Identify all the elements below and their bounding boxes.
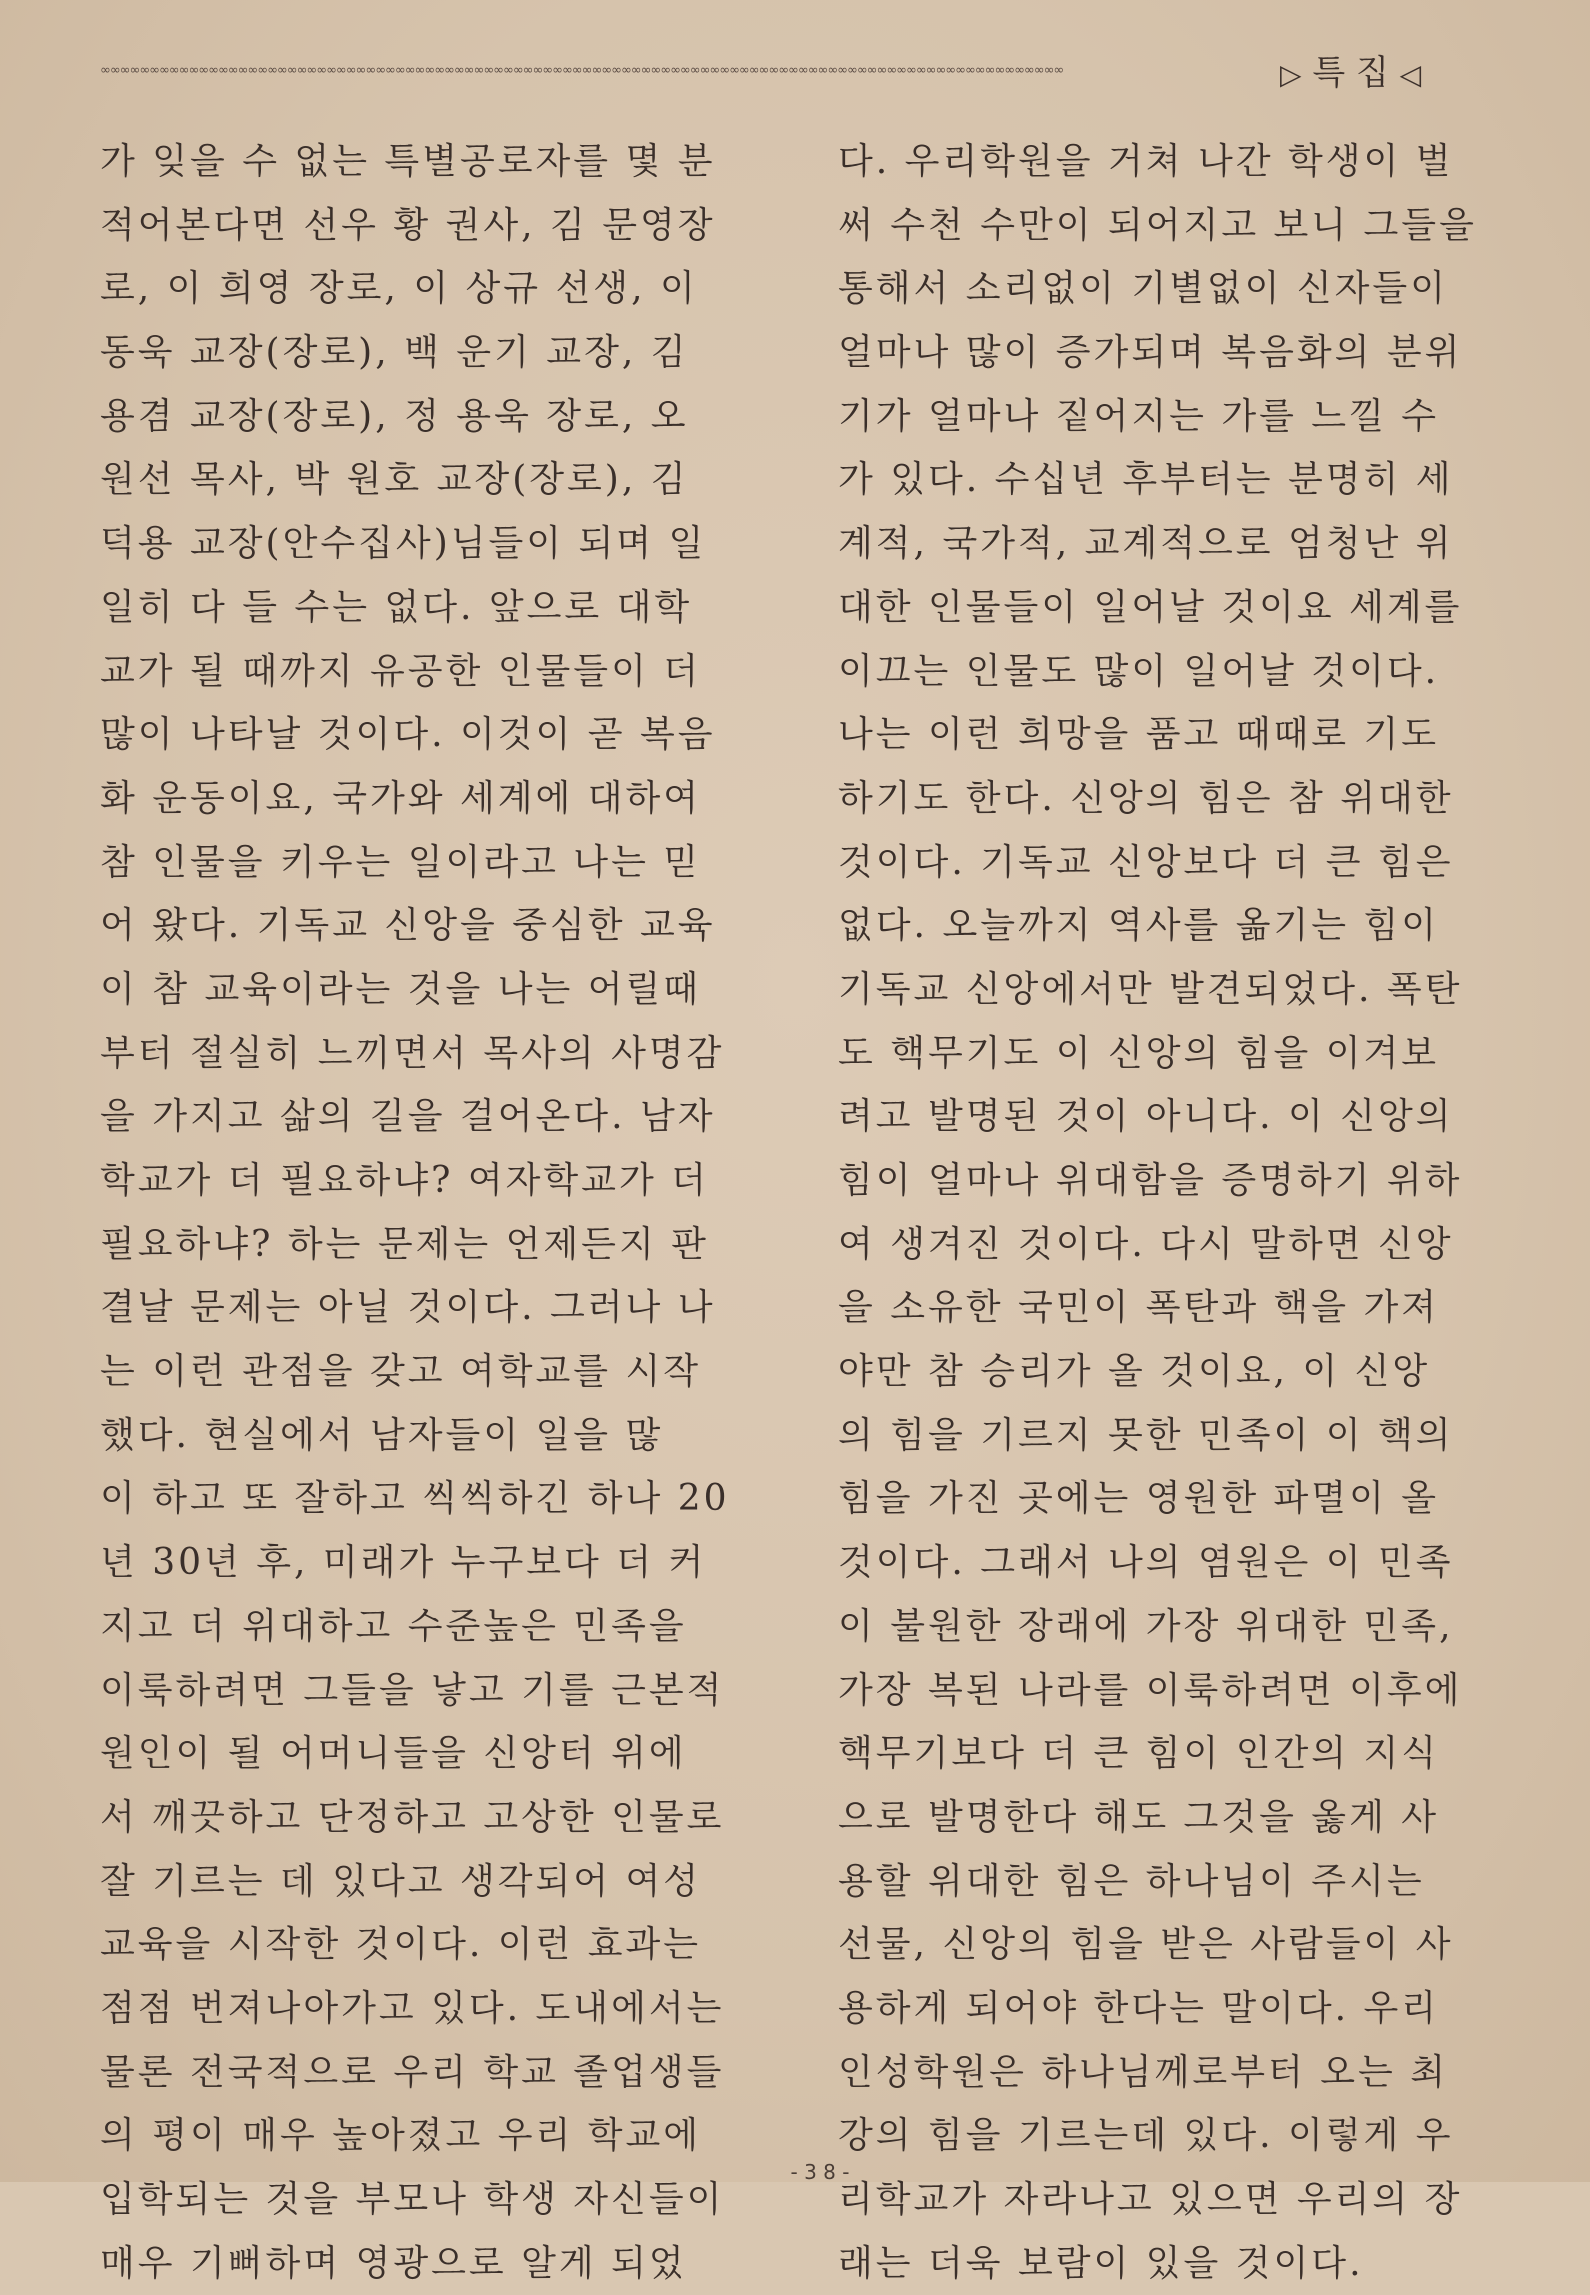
header-ornament-rule: ∞∞∞∞∞∞∞∞∞∞∞∞∞∞∞∞∞∞∞∞∞∞∞∞∞∞∞∞∞∞∞∞∞∞∞∞∞∞∞∞∞∞∞∞∞∞∞∞∞∞∞∞∞∞∞∞∞∞∞∞∞∞∞∞∞∞∞∞∞∞∞∞∞∞∞∞∞∞∞∞∞∞∞∞∞∞∞∞∞∞∞∞∞∞∞∞∞∞: [100, 63, 1064, 78]
text-line: 힘을 가진 곳에는 영원한 파멸이 올: [838, 1478, 1440, 1520]
text-line: 원인이 될 어머니들을 신앙터 위에: [100, 1733, 687, 1775]
text-line: 나는 이런 희망을 품고 때때로 기도: [838, 714, 1440, 756]
text-line: 하기도 한다. 신앙의 힘은 참 위대한: [838, 777, 1454, 819]
text-line: 의 힘을 기르지 못한 민족이 이 핵의: [838, 1414, 1454, 1456]
left-triangle-icon: ◁: [1399, 58, 1422, 91]
right-text-column: [838, 130, 1518, 2284]
text-line: 매우 기뻐하며 영광으로 알게 되었: [100, 2242, 687, 2284]
text-line: 덕용 교장(안수집사)님들이 되며 일: [100, 523, 707, 565]
text-line: 이룩하려면 그들을 낳고 기를 근본적: [100, 1669, 725, 1711]
text-line: 도 핵무기도 이 신앙의 힘을 이겨보: [838, 1032, 1440, 1074]
text-line: 교육을 시작한 것이다. 이런 효과는: [100, 1924, 702, 1966]
text-line: 서 깨끗하고 단정하고 고상한 인물로: [100, 1796, 725, 1838]
text-line: 용할 위대한 힘은 하나님이 주시는: [838, 1860, 1425, 1902]
left-text-column: [100, 130, 780, 2284]
text-line: 일히 다 들 수는 없다. 앞으로 대학: [100, 586, 693, 628]
text-line: 려고 발명된 것이 아니다. 이 신앙의: [838, 1096, 1454, 1138]
text-line: 래는 더욱 보람이 있을 것이다.: [838, 2242, 1364, 2284]
text-line: 야만 참 승리가 올 것이요, 이 신앙: [838, 1351, 1431, 1393]
text-line: 동욱 교장(장로), 백 운기 교장, 김: [100, 332, 689, 374]
text-line: 원선 목사, 박 원호 교장(장로), 김: [100, 459, 689, 501]
text-line: 학교가 더 필요하냐? 여자학교가 더: [100, 1160, 709, 1201]
text-line: 했다. 현실에서 남자들이 일을 많: [100, 1414, 664, 1456]
text-line: 통해서 소리없이 기별없이 신자들이: [838, 268, 1448, 310]
text-line: 는 이런 관점을 갖고 여학교를 시작: [100, 1351, 702, 1393]
text-line: 화 운동이요, 국가와 세계에 대하여: [100, 777, 702, 819]
text-line: 용하게 되어야 한다는 말이다. 우리: [838, 1987, 1440, 2029]
text-line: 년 30년 후, 미래가 누구보다 더 커: [100, 1542, 707, 1584]
text-line: 인성학원은 하나님께로부터 오는 최: [838, 2051, 1448, 2093]
text-line: 적어본다면 선우 황 권사, 김 문영장: [100, 204, 716, 246]
text-line: 강의 힘을 기르는데 있다. 이렇게 우: [838, 2115, 1454, 2157]
text-line: 가 있다. 수십년 후부터는 분명히 세: [838, 459, 1454, 501]
text-line: 이 참 교육이라는 것을 나는 어릴때: [100, 968, 702, 1010]
text-line: 얼마나 많이 증가되며 복음화의 분위: [838, 332, 1463, 374]
text-line: 이 불원한 장래에 가장 위대한 민족,: [838, 1605, 1454, 1647]
text-line: 가장 복된 나라를 이룩하려면 이후에: [838, 1669, 1463, 1711]
text-line: 의 평이 매우 높아졌고 우리 학교에: [100, 2115, 702, 2157]
section-title: 특 집: [1312, 53, 1389, 93]
text-line: 가 잊을 수 없는 특별공로자를 몇 분: [100, 141, 716, 182]
text-line: 리학교가 자라나고 있으면 우리의 장: [838, 2179, 1463, 2220]
text-line: 기독교 신앙에서만 발견되었다. 폭탄: [838, 968, 1463, 1010]
text-line: 대한 인물들이 일어날 것이요 세계를: [838, 586, 1463, 628]
text-line: 이 하고 또 잘하고 씩씩하긴 하나 20: [100, 1478, 730, 1520]
text-line: 을 소유한 국민이 폭탄과 핵을 가져: [838, 1287, 1440, 1329]
text-line: 것이다. 기독교 신앙보다 더 큰 힘은: [838, 841, 1454, 883]
text-line: 핵무기보다 더 큰 힘이 인간의 지식: [838, 1733, 1440, 1775]
text-line: 다. 우리학원을 거쳐 나간 학생이 벌: [838, 141, 1454, 182]
page-number: - 3 8 -: [790, 2160, 850, 2182]
text-line: 것이다. 그래서 나의 염원은 이 민족: [838, 1542, 1454, 1584]
text-line: 기가 얼마나 짙어지는 가를 느낄 수: [838, 395, 1440, 437]
text-line: 여 생겨진 것이다. 다시 말하면 신앙: [838, 1223, 1454, 1265]
text-line: 선물, 신앙의 힘을 받은 사람들이 사: [838, 1924, 1454, 1966]
text-line: 어 왔다. 기독교 신앙을 중심한 교육: [100, 905, 716, 947]
text-line: 용겸 교장(장로), 정 용욱 장로, 오: [100, 395, 689, 437]
text-line: 교가 될 때까지 유공한 인물들이 더: [100, 650, 702, 692]
text-line: 없다. 오늘까지 역사를 옮기는 힘이: [838, 905, 1440, 947]
text-line: 지고 더 위대하고 수준높은 민족을: [100, 1605, 687, 1647]
text-line: 필요하냐? 하는 문제는 언제든지 판: [100, 1223, 709, 1265]
text-line: 써 수천 수만이 되어지고 보니 그들을: [838, 204, 1477, 246]
text-line: 을 가지고 삶의 길을 걸어온다. 남자: [100, 1096, 716, 1138]
text-line: 부터 절실히 느끼면서 목사의 사명감: [100, 1032, 725, 1074]
text-line: 물론 전국적으로 우리 학교 졸업생들: [100, 2051, 725, 2093]
section-label: [1280, 48, 1500, 98]
text-line: 많이 나타날 것이다. 이것이 곧 복음: [100, 714, 716, 756]
text-line: 힘이 얼마나 위대함을 증명하기 위하: [838, 1160, 1463, 1201]
text-line: 점점 번져나아가고 있다. 도내에서는: [100, 1987, 725, 2029]
text-line: 참 인물을 키우는 일이라고 나는 믿: [100, 841, 702, 883]
text-line: 입학되는 것을 부모나 학생 자신들이: [100, 2179, 725, 2220]
text-line: 으로 발명한다 해도 그것을 옳게 사: [838, 1796, 1440, 1838]
text-line: 잘 기르는 데 있다고 생각되어 여성: [100, 1860, 702, 1902]
text-line: 로, 이 희영 장로, 이 상규 선생, 이: [100, 268, 698, 310]
page-header: [100, 48, 1480, 98]
text-line: 이끄는 인물도 많이 일어날 것이다.: [838, 650, 1440, 692]
text-line: 결날 문제는 아닐 것이다. 그러나 나: [100, 1287, 716, 1329]
right-triangle-icon: ▷: [1280, 58, 1302, 91]
text-line: 계적, 국가적, 교계적으로 엄청난 위: [838, 523, 1454, 565]
